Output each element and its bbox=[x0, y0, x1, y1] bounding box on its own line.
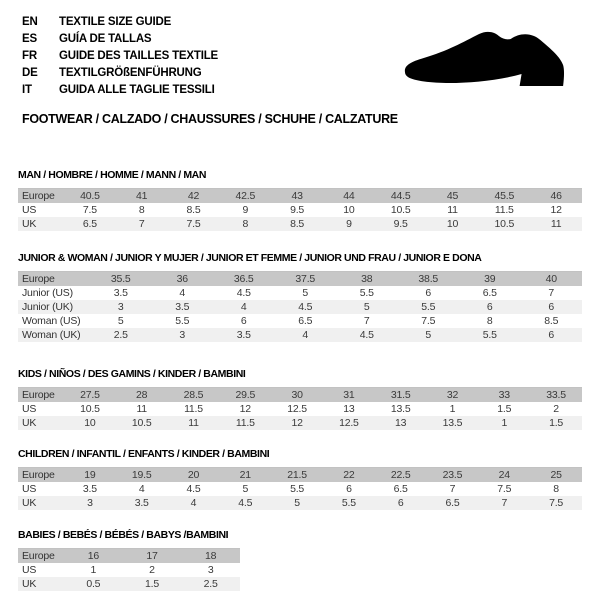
size-cell: 11.5 bbox=[494, 204, 514, 216]
size-table-section bbox=[18, 448, 600, 510]
size-cell: 11 bbox=[530, 217, 582, 231]
size-cell: 12.5 bbox=[287, 403, 307, 415]
size-tables bbox=[18, 169, 600, 591]
size-cell: 36.5 bbox=[213, 272, 275, 287]
header bbox=[0, 0, 600, 127]
size-cell: 45 bbox=[427, 189, 479, 204]
size-cell: 7.5 bbox=[497, 483, 512, 495]
size-cell: 37.5 bbox=[275, 272, 337, 287]
size-cell: 5.5 bbox=[459, 328, 521, 342]
size-cell: 5 bbox=[336, 300, 398, 314]
size-cell: 5.5 bbox=[175, 315, 190, 327]
size-cell: 0.5 bbox=[64, 577, 123, 591]
size-cell: 38.5 bbox=[398, 272, 460, 287]
language-code: IT bbox=[22, 84, 32, 96]
size-cell: 5 bbox=[302, 287, 309, 299]
size-cell: 19 bbox=[64, 468, 116, 483]
table-row bbox=[18, 468, 582, 483]
size-cell: 4.5 bbox=[186, 483, 201, 495]
size-cell: 40.5 bbox=[64, 189, 116, 204]
size-table bbox=[18, 467, 582, 510]
table-row bbox=[18, 402, 582, 416]
size-cell: 4.5 bbox=[336, 328, 398, 342]
size-cell: 10 bbox=[64, 416, 116, 430]
table-row bbox=[18, 286, 582, 300]
size-cell: 11.5 bbox=[184, 403, 203, 415]
size-cell: 11 bbox=[447, 204, 458, 216]
size-cell: 8 bbox=[138, 204, 145, 216]
size-cell: 33 bbox=[478, 388, 530, 403]
size-cell: 6 bbox=[521, 300, 583, 314]
size-cell: 3.5 bbox=[213, 328, 275, 342]
size-cell: 18 bbox=[181, 549, 240, 564]
size-cell: 3.5 bbox=[113, 287, 128, 299]
size-cell: 7.5 bbox=[82, 204, 97, 216]
size-cell: 1.5 bbox=[123, 577, 182, 591]
size-cell: 28 bbox=[116, 388, 168, 403]
size-cell: 31.5 bbox=[375, 388, 427, 403]
size-table-section bbox=[18, 529, 600, 591]
table-row bbox=[18, 328, 582, 342]
size-table bbox=[18, 548, 240, 591]
size-cell: 25 bbox=[530, 468, 582, 483]
size-cell: 46 bbox=[530, 189, 582, 204]
size-cell: 6.5 bbox=[64, 217, 116, 231]
size-cell: 8 bbox=[219, 217, 271, 231]
table-row bbox=[18, 482, 582, 496]
size-cell: 1.5 bbox=[530, 416, 582, 430]
table-row bbox=[18, 549, 240, 564]
size-cell: 10.5 bbox=[478, 217, 530, 231]
size-cell: 9.5 bbox=[290, 204, 305, 216]
size-cell: 5 bbox=[117, 315, 124, 327]
size-cell: 5.5 bbox=[359, 287, 374, 299]
language-label: TEXTILE SIZE GUIDE bbox=[59, 16, 172, 28]
size-cell: 42 bbox=[168, 189, 220, 204]
language-code: ES bbox=[22, 33, 37, 45]
size-cell: 8.5 bbox=[186, 204, 201, 216]
size-cell: 42.5 bbox=[219, 189, 271, 204]
size-cell: 32 bbox=[427, 388, 479, 403]
size-cell: 6.5 bbox=[393, 483, 408, 495]
size-cell: 1 bbox=[478, 416, 530, 430]
row-label: UK bbox=[18, 577, 64, 591]
size-cell: 4.5 bbox=[236, 287, 251, 299]
size-cell: 33.5 bbox=[530, 388, 582, 403]
size-cell: 6 bbox=[521, 328, 583, 342]
row-label: Europe bbox=[18, 388, 64, 403]
table-title: JUNIOR & WOMAN / JUNIOR Y MUJER / JUNIOR ET FEMME / JUNIOR UND FRAU / JUNIOR E DONA bbox=[18, 252, 482, 264]
size-cell: 8.5 bbox=[271, 217, 323, 231]
size-cell: 10 bbox=[427, 217, 479, 231]
size-table-section bbox=[18, 169, 600, 231]
size-cell: 7.5 bbox=[168, 217, 220, 231]
table-row bbox=[18, 496, 582, 510]
size-cell: 3.5 bbox=[152, 300, 214, 314]
language-code: FR bbox=[22, 50, 37, 62]
size-cell: 4.5 bbox=[275, 300, 337, 314]
language-row bbox=[22, 14, 600, 31]
row-label: Woman (UK) bbox=[18, 328, 90, 342]
size-cell: 10 bbox=[343, 204, 355, 216]
row-label: US bbox=[22, 564, 37, 576]
size-cell: 22.5 bbox=[375, 468, 427, 483]
size-cell: 5.5 bbox=[323, 496, 375, 510]
size-cell: 5.5 bbox=[398, 300, 460, 314]
size-cell: 6.5 bbox=[482, 287, 497, 299]
size-cell: 6 bbox=[425, 287, 432, 299]
size-cell: 41 bbox=[116, 189, 168, 204]
row-label: Europe bbox=[18, 189, 64, 204]
table-row bbox=[18, 203, 582, 217]
size-cell: 3 bbox=[64, 496, 116, 510]
size-cell: 3 bbox=[207, 564, 214, 576]
size-cell: 2.5 bbox=[90, 328, 152, 342]
size-table bbox=[18, 188, 582, 231]
row-label: US bbox=[22, 204, 37, 216]
size-cell: 7.5 bbox=[530, 496, 582, 510]
size-cell: 10.5 bbox=[390, 204, 411, 216]
size-table-section bbox=[18, 368, 600, 430]
table-row bbox=[18, 416, 582, 430]
row-label: Europe bbox=[18, 468, 64, 483]
size-cell: 38 bbox=[336, 272, 398, 287]
table-title: KIDS / NIÑOS / DES GAMINS / KINDER / BAMBINI bbox=[18, 368, 246, 380]
table-title: BABIES / BEBÉS / BÉBÉS / BABYS /BAMBINI bbox=[18, 529, 229, 541]
language-code: DE bbox=[22, 67, 38, 79]
size-cell: 2 bbox=[553, 403, 559, 415]
size-cell: 4 bbox=[213, 300, 275, 314]
size-cell: 7 bbox=[548, 287, 555, 299]
row-label: UK bbox=[18, 217, 64, 231]
size-cell: 19.5 bbox=[116, 468, 168, 483]
size-cell: 40 bbox=[521, 272, 583, 287]
size-cell: 5.5 bbox=[290, 483, 305, 495]
size-cell: 31 bbox=[323, 388, 375, 403]
size-cell: 10.5 bbox=[116, 416, 168, 430]
row-label: Europe bbox=[18, 549, 64, 564]
table-title: MAN / HOMBRE / HOMME / MANN / MAN bbox=[18, 169, 207, 181]
language-label: GUÍA DE TALLAS bbox=[59, 33, 152, 45]
size-cell: 6.5 bbox=[298, 315, 313, 327]
size-table-section bbox=[18, 252, 600, 342]
row-label: Junior (UK) bbox=[18, 300, 90, 314]
size-cell: 12.5 bbox=[323, 416, 375, 430]
size-cell: 11 bbox=[136, 403, 147, 415]
size-cell: 7 bbox=[116, 217, 168, 231]
size-cell: 23.5 bbox=[427, 468, 479, 483]
size-cell: 45.5 bbox=[478, 189, 530, 204]
size-cell: 3 bbox=[90, 300, 152, 314]
size-cell: 29.5 bbox=[219, 388, 271, 403]
size-cell: 8.5 bbox=[544, 315, 559, 327]
size-cell: 8 bbox=[553, 483, 559, 495]
size-cell: 13.5 bbox=[390, 403, 411, 415]
table-row bbox=[18, 577, 240, 591]
table-row bbox=[18, 272, 582, 287]
row-label: UK bbox=[18, 496, 64, 510]
size-cell: 30 bbox=[271, 388, 323, 403]
table-title: CHILDREN / INFANTIL / ENFANTS / KINDER / BAMBINI bbox=[18, 448, 270, 460]
size-cell: 5 bbox=[271, 496, 323, 510]
table-row bbox=[18, 217, 582, 231]
size-cell: 39 bbox=[459, 272, 521, 287]
size-cell: 43 bbox=[271, 189, 323, 204]
size-cell: 28.5 bbox=[168, 388, 220, 403]
size-cell: 21.5 bbox=[271, 468, 323, 483]
size-cell: 13 bbox=[375, 416, 427, 430]
size-cell: 6 bbox=[240, 315, 247, 327]
size-table bbox=[18, 387, 582, 430]
size-cell: 4 bbox=[179, 287, 186, 299]
size-cell: 6 bbox=[459, 300, 521, 314]
size-cell: 1 bbox=[90, 564, 97, 576]
row-label: Europe bbox=[18, 272, 90, 287]
size-cell: 35.5 bbox=[90, 272, 152, 287]
size-cell: 8 bbox=[486, 315, 493, 327]
size-cell: 17 bbox=[123, 549, 182, 564]
size-cell: 11 bbox=[168, 416, 220, 430]
size-cell: 7.5 bbox=[421, 315, 436, 327]
size-cell: 7 bbox=[449, 483, 456, 495]
size-cell: 4.5 bbox=[219, 496, 271, 510]
size-cell: 13.5 bbox=[427, 416, 479, 430]
size-cell: 3.5 bbox=[116, 496, 168, 510]
size-cell: 9 bbox=[242, 204, 249, 216]
size-cell: 10.5 bbox=[80, 403, 100, 415]
size-cell: 9.5 bbox=[375, 217, 427, 231]
size-table bbox=[18, 271, 582, 342]
category-title: FOOTWEAR / CALZADO / CHAUSSURES / SCHUHE / CALZATURE bbox=[22, 112, 398, 126]
size-cell: 1.5 bbox=[497, 403, 512, 415]
size-cell: 11.5 bbox=[219, 416, 271, 430]
row-label: UK bbox=[18, 416, 64, 430]
shoe-icon bbox=[402, 30, 570, 90]
size-cell: 44 bbox=[323, 189, 375, 204]
language-code: EN bbox=[22, 16, 38, 28]
size-cell: 4 bbox=[275, 328, 337, 342]
language-label: GUIDE DES TAILLES TEXTILE bbox=[59, 50, 218, 62]
size-cell: 16 bbox=[64, 549, 123, 564]
table-row bbox=[18, 189, 582, 204]
size-cell: 44.5 bbox=[375, 189, 427, 204]
row-label: Woman (US) bbox=[22, 315, 81, 327]
size-cell: 20 bbox=[168, 468, 220, 483]
size-cell: 2.5 bbox=[181, 577, 240, 591]
table-row bbox=[18, 314, 582, 328]
size-cell: 3 bbox=[152, 328, 214, 342]
size-cell: 12 bbox=[271, 416, 323, 430]
size-cell: 6.5 bbox=[427, 496, 479, 510]
size-cell: 1 bbox=[449, 403, 456, 415]
size-cell: 6 bbox=[346, 483, 352, 495]
size-cell: 27.5 bbox=[64, 388, 116, 403]
size-cell: 12 bbox=[550, 204, 562, 216]
row-label: US bbox=[22, 483, 37, 495]
language-label: TEXTILGRÖßENFÜHRUNG bbox=[59, 67, 202, 79]
row-label: Junior (US) bbox=[22, 287, 73, 299]
size-cell: 3.5 bbox=[82, 483, 97, 495]
size-cell: 12 bbox=[239, 403, 251, 415]
size-cell: 21 bbox=[219, 468, 271, 483]
language-label: GUIDA ALLE TAGLIE TESSILI bbox=[59, 84, 215, 96]
size-cell: 5 bbox=[398, 328, 460, 342]
table-row bbox=[18, 388, 582, 403]
size-cell: 4 bbox=[168, 496, 220, 510]
row-label: US bbox=[22, 403, 37, 415]
size-cell: 13 bbox=[343, 403, 355, 415]
size-cell: 36 bbox=[152, 272, 214, 287]
size-cell: 9 bbox=[323, 217, 375, 231]
table-row bbox=[18, 563, 240, 577]
size-cell: 7 bbox=[478, 496, 530, 510]
size-cell: 24 bbox=[478, 468, 530, 483]
size-cell: 5 bbox=[242, 483, 249, 495]
table-row bbox=[18, 300, 582, 314]
size-cell: 2 bbox=[149, 564, 155, 576]
size-cell: 7 bbox=[363, 315, 370, 327]
size-cell: 22 bbox=[323, 468, 375, 483]
size-cell: 4 bbox=[138, 483, 145, 495]
size-cell: 6 bbox=[375, 496, 427, 510]
